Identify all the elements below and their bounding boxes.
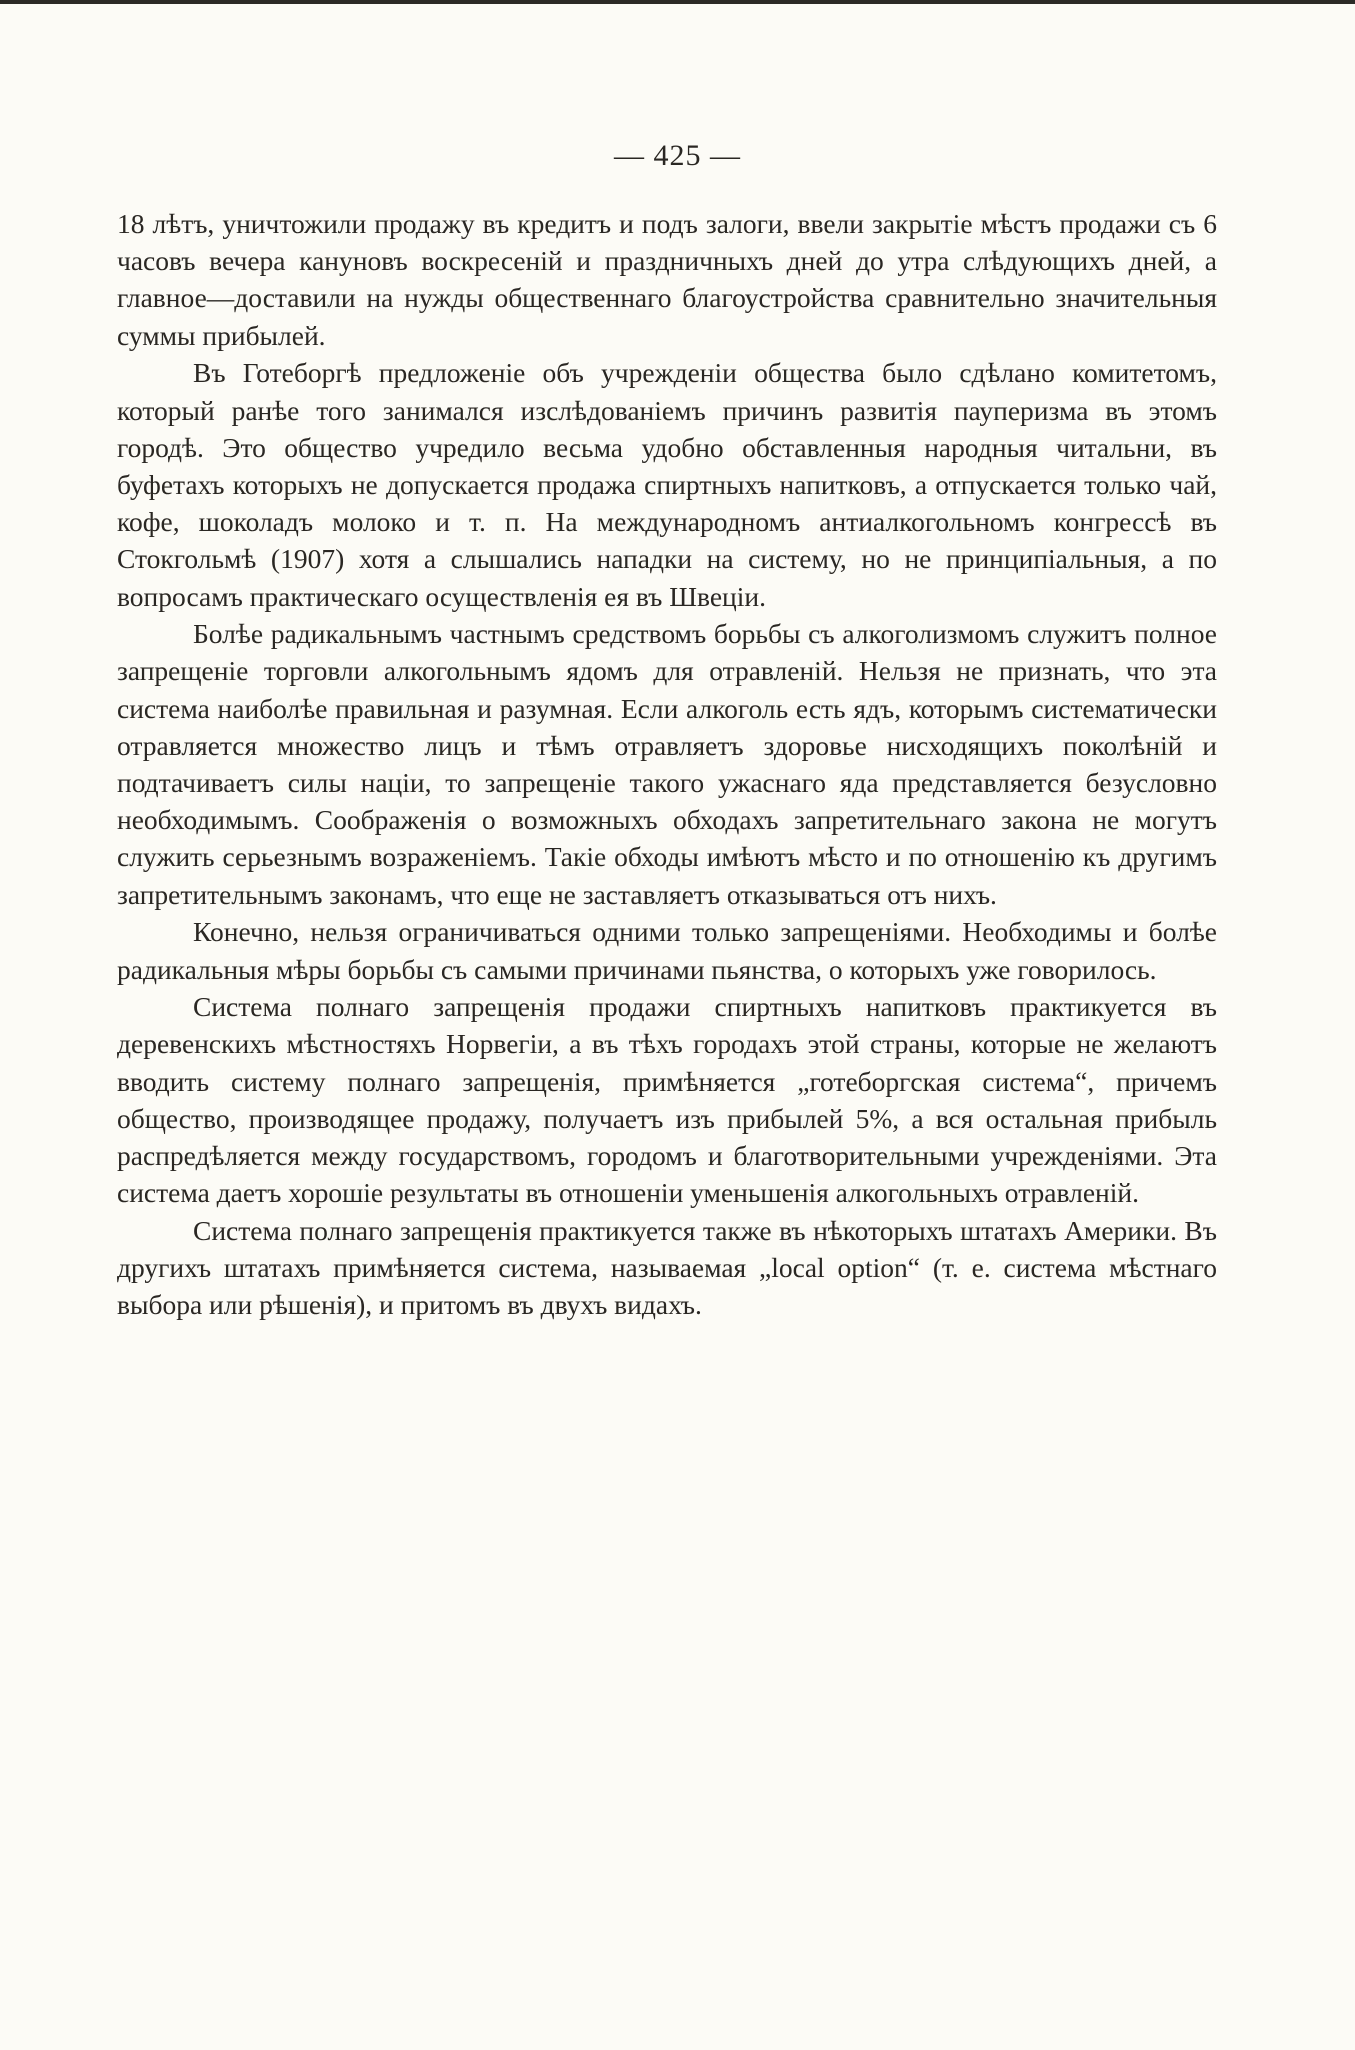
body-text [117,205,1217,1324]
paragraph-continuation: 18 лѣтъ, уничтожили продажу въ кредитъ и подъ залоги, ввели закрытіе мѣстъ продажи съ 6 часовъ вечера кануновъ воскресеній и праздничныхъ дней до утра слѣдующихъ дней, а главное—доставили на нужды общественнаго благоустройства сравнительно значительныя суммы прибылей. [117,208,1217,351]
paragraph-radical-measures: Конечно, нельзя ограничиваться одними только запрещеніями. Необходимы и болѣе радикальныя мѣры борьбы съ самыми причинами пьянства, о которыхъ уже говорилось. [117,916,1217,985]
paragraph-prohibition: Болѣе радикальнымъ частнымъ средствомъ борьбы съ алкоголизмомъ служитъ полное запрещеніе торговли алкогольнымъ ядомъ для отравленій. Нельзя не признать, что эта система наиболѣе правильная и разумная. Если алкоголь есть ядъ, которымъ систематически отравляется множество лицъ и тѣмъ отравляетъ здоровье нисходящихъ поколѣній и подтачиваетъ силы націи, то запрещеніе такого ужаснаго яда представляется безусловно необходимымъ. Соображенія о возможныхъ обходахъ запретительнаго закона не могутъ служить серьезнымъ возраженіемъ. Такіе обходы имѣютъ мѣсто и по отношенію къ другимъ запретительнымъ законамъ, что еще не заставляетъ отказываться отъ нихъ. [117,618,1217,910]
page-number: — 425 — [614,139,741,172]
paragraph-america: Система полнаго запрещенія практикуется также въ нѣкоторыхъ штатахъ Америки. Въ другихъ штатахъ примѣняется система, называемая „local option“ (т. е. система мѣстнаго выбора или рѣшенія), и притомъ въ двухъ видахъ. [117,1214,1217,1321]
paragraph-goteborg: Въ Готеборгѣ предложеніе объ учрежденіи общества было сдѣлано комитетомъ, который ранѣе того занимался изслѣдованіемъ причинъ развитія пауперизма въ этомъ городѣ. Это общество учредило весьма удобно обставленныя народныя читальни, въ буфетахъ которыхъ не допускается продажа спиртныхъ напитковъ, а отпускается только чай, кофе, шоколадъ молоко и т. п. На международномъ антиалкогольномъ конгрессѣ въ Стокгольмѣ (1907) хотя а слышались нападки на систему, но не принципіальныя, а по вопросамъ практическаго осуществленія ея въ Швеціи. [117,357,1217,612]
paragraph-norway: Система полнаго запрещенія продажи спиртныхъ напитковъ практикуется въ деревенскихъ мѣстностяхъ Норвегіи, а въ тѣхъ городахъ этой страны, которые не желаютъ вводить систему полнаго запрещенія, примѣняется „готеборгская система“, причемъ общество, производящее продажу, получаетъ изъ прибылей 5%, а вся остальная прибыль распредѣляется между государствомъ, городомъ и благотворительными учрежденіями. Эта система даетъ хорошіе результаты въ отношеніи уменьшенія алкогольныхъ отравленій. [117,991,1217,1209]
page-top-edge [0,0,1355,4]
